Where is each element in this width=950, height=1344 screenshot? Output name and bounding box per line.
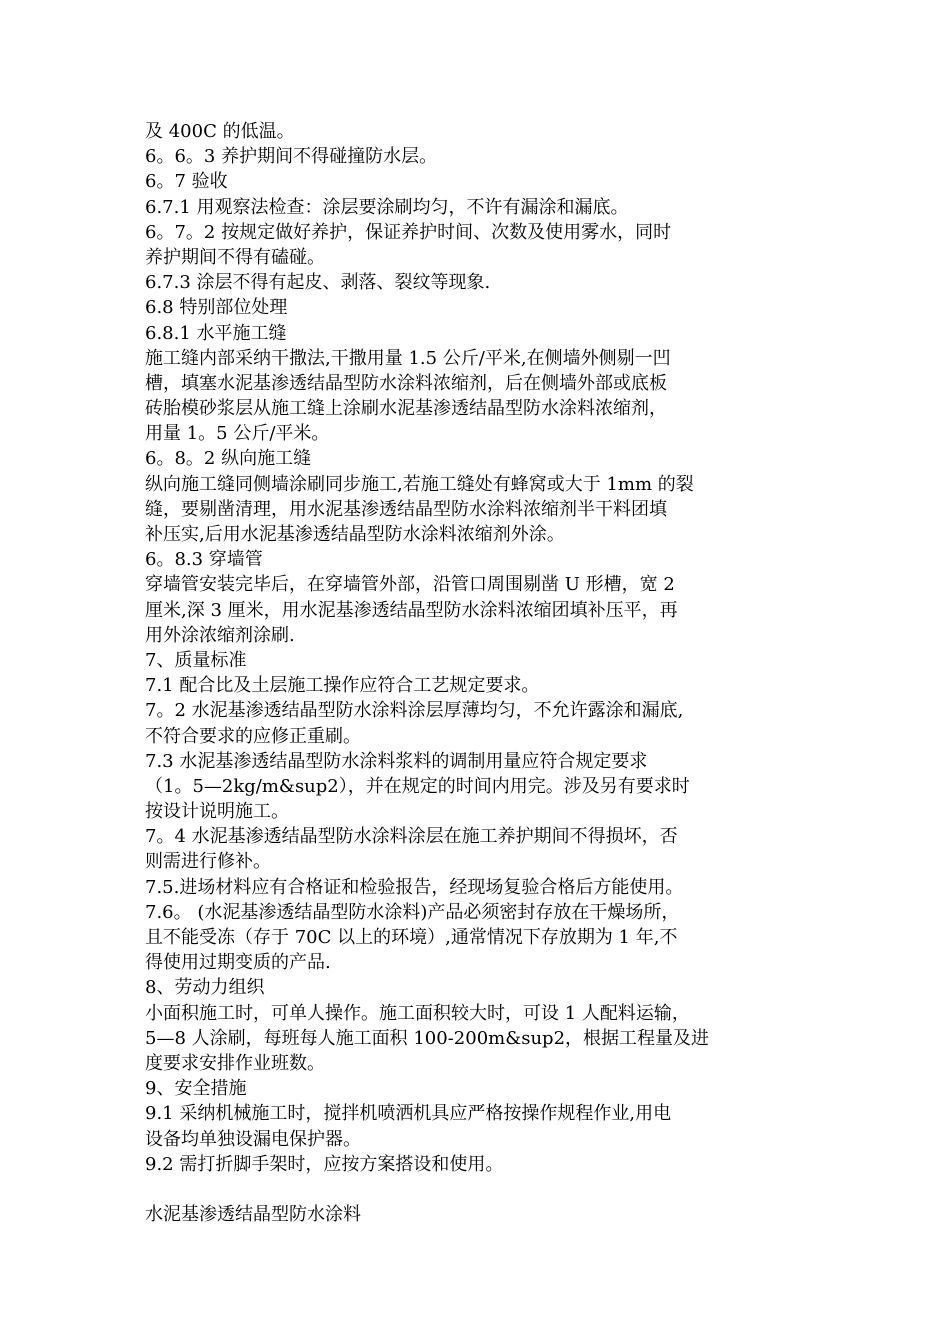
text-line: 6。8.3 穿墙管: [145, 549, 263, 571]
text-line: 6.8.1 水平施工缝: [145, 322, 287, 344]
text-line: 施工缝内部采纳干撒法,干撒用量 1.5 公斤/平米,在侧墙外侧剔一凹: [145, 347, 671, 369]
text-line: 用量 1。5 公斤/平米。: [145, 423, 330, 445]
text-line: 9.2 需打折脚手架时，应按方案搭设和使用。: [145, 1153, 504, 1175]
text-line: 槽，填塞水泥基渗透结晶型防水涂料浓缩剂，后在侧墙外部或底板: [145, 372, 667, 394]
text-line: 纵向施工缝同侧墙涂刷同步施工,若施工缝处有蜂窝或大于 1mm 的裂: [145, 473, 694, 495]
text-line: 用外涂浓缩剂涂刷.: [145, 624, 295, 646]
text-line: 小面积施工时，可单人操作。施工面积较大时，可设 1 人配料运输，: [145, 1002, 690, 1024]
text-line: 设备均单独设漏电保护器。: [145, 1128, 361, 1150]
text-line: 6.8 特别部位处理: [145, 297, 288, 319]
text-line: 得使用过期变质的产品.: [145, 952, 331, 974]
text-line: 补压实,后用水泥基渗透结晶型防水涂料浓缩剂外涂。: [145, 524, 565, 545]
text-line: 厘米,深 3 厘米，用水泥基渗透结晶型防水涂料浓缩团填补压平，再: [145, 599, 678, 621]
text-line: 5—8 人涂刷，每班每人施工面积 100-200m&sup2，根据工程量及进: [145, 1027, 710, 1049]
text-line: 6。6。3 养护期间不得碰撞防水层。: [145, 146, 438, 168]
text-line: 6。8。2 纵向施工缝: [145, 448, 312, 470]
text-line: 7.1 配合比及土层施工操作应符合工艺规定要求。: [145, 675, 540, 697]
text-line: 7。4 水泥基渗透结晶型防水涂料涂层在施工养护期间不得损坏，否: [145, 826, 678, 848]
document-body: [145, 119, 815, 1227]
text-line: 6.7.3 涂层不得有起皮、剥落、裂纹等现象.: [145, 272, 491, 294]
text-line: 且不能受冻（存于 70C 以上的环境）,通常情况下存放期为 1 年,不: [145, 927, 678, 948]
text-line: 6.7.1 用观察法检查：涂层要涂刷均匀，不许有漏涂和漏底。: [145, 196, 629, 218]
text-line: 7.5.进场材料应有合格证和检验报告，经现场复验合格后方能使用。: [145, 876, 684, 898]
text-line: 养护期间不得有磕碰。: [145, 246, 325, 268]
text-line: 水泥基渗透结晶型防水涂料: [145, 1204, 361, 1226]
text-line: 穿墙管安装完毕后，在穿墙管外部，沿管口周围剔凿 U 形槽，宽 2: [145, 574, 675, 596]
text-line: 7.6。 (水泥基渗透结晶型防水涂料)产品必须密封存放在干燥场所，: [145, 901, 680, 923]
text-line: 9.1 采纳机械施工时，搅拌机喷洒机具应严格按操作规程作业,用电: [145, 1103, 672, 1125]
text-line: 则需进行修补。: [145, 851, 271, 873]
text-line: 7.3 水泥基渗透结晶型防水涂料浆料的调制用量应符合规定要求: [145, 750, 648, 772]
text-line: 9、安全措施: [145, 1078, 247, 1100]
text-line: 6。7 验收: [145, 171, 228, 193]
text-line: 砖胎模砂浆层从施工缝上涂刷水泥基渗透结晶型防水涂料浓缩剂，: [145, 398, 667, 420]
blank-line: [145, 1177, 815, 1202]
text-line: 按设计说明施工。: [145, 801, 289, 823]
text-line: 缝，要剔凿清理，用水泥基渗透结晶型防水涂料浓缩剂半干料团填: [145, 498, 667, 520]
text-line: 6。7。2 按规定做好养护，保证养护时间、次数及使用雾水，同时: [145, 221, 672, 243]
text-line: 7。2 水泥基渗透结晶型防水涂料涂层厚薄均匀，不允许露涂和漏底,: [145, 700, 684, 722]
text-line: （1。5—2kg/m&sup2），并在规定的时间内用完。涉及另有要求时: [145, 775, 690, 797]
text-line: 7、质量标准: [145, 649, 247, 671]
text-line: 8、劳动力组织: [145, 977, 265, 999]
text-line: 不符合要求的应修正重刷。: [145, 725, 361, 747]
text-line: 度要求安排作业班数。: [145, 1052, 325, 1074]
text-line: 及 400C 的低温。: [145, 121, 295, 142]
